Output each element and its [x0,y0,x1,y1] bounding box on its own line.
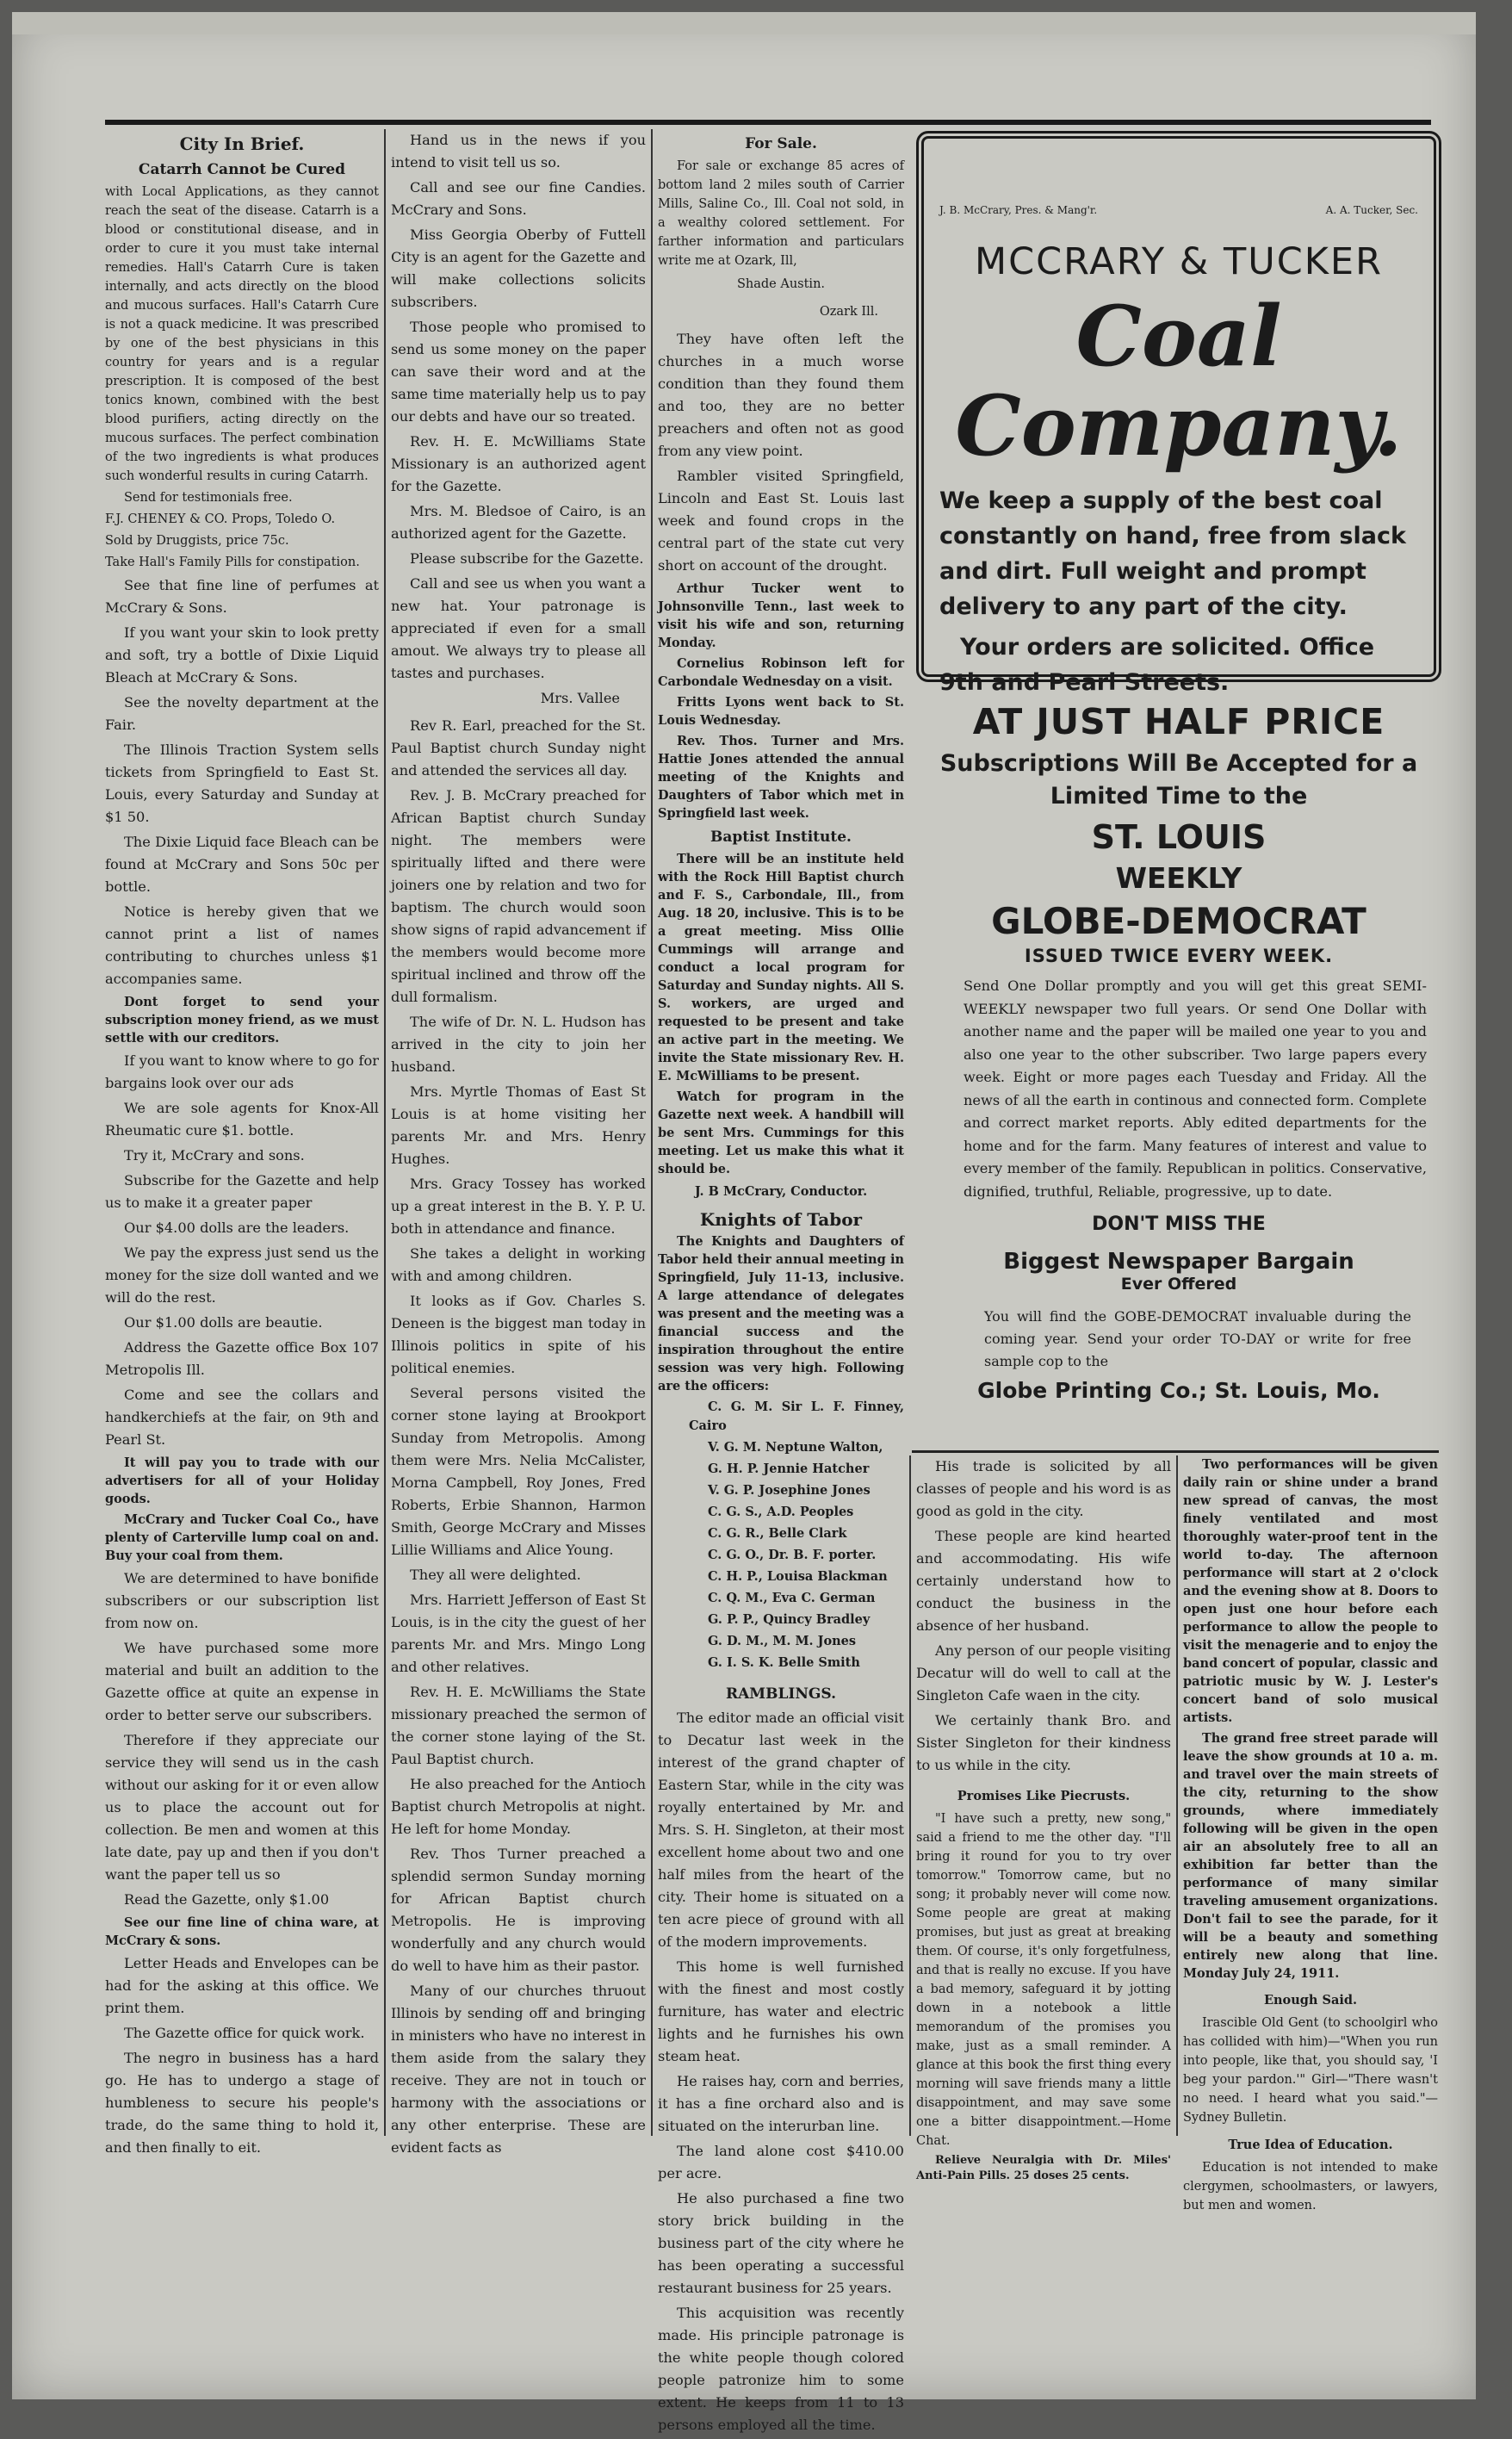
item-news: Hand us in the news if you intend to visit tell us so. [391,132,646,171]
coal-ad-office: Your orders are solicited. Office 9th and Pearl Streets. [939,634,1375,696]
item-thanks: We certainly thank Bro. and Sister Singleton for their kindness to us while in the city. [916,1712,1171,1773]
forsale-body: For sale or exchange 85 acres of bottom land 2 miles south of Carrier Mills, Saline Co., Ill. Coal not sold, in a wealthy colored settlement. For farther information and particulars write me at Ozark, Ill, [658,159,904,268]
ad-bargain: Biggest Newspaper Bargain [1003,1249,1354,1275]
enough-body: Irascible Old Gent (to schoolgirl who has collided with him)—"When you run into people, like that, you should say, 'I beg your pardon.'" Girl—"There wasn't no need. I heard what you said."—Sydney Bulletin. [1183,2016,1438,2125]
education-body: Education is not intended to make clergymen, schoolmasters, or lawyers, but men and women. [1183,2161,1438,2212]
item-try: Try it, McCrary and sons. [124,1147,305,1164]
ad-body: Send One Dollar promptly and you will get this great SEMI-WEEKLY newspaper two full years. Or send One Dollar with another name and the paper will be mailed one year to you and also one year to the other subscriber. Two large papers every week. Eight or more pages each Tuesday and Friday. All the news of all the earth in continous and connected form. Complete and correct market reports. Ably edited departments for the home and for the farm. Many features of interest and value to every member of the family. Republican in politics. Conservative, dignified, truthful, Reliable, progressive, up to date. [964,977,1427,1200]
catarrh-body: with Local Applications, as they cannot reach the seat of the disease. Catarrh is a blood or constitutional disease, and in order to cure it you must take internal remedies. Hall's Catarrh Cure is taken internally, and acts directly on the blood and mucous surfaces. Hall's Catarrh Cure is not a quack medicine. It was prescribed by one of the best physicians in this country for years and is a regular prescription. It is composed of the best tonics known, combined with the best blood purifiers, acting directly on the mucous surfaces. The perfect combination of the two ingredients is what produces such wonderful results in curing Catarrh. [105,185,379,483]
officer-item: C. G. O., Dr. B. F. porter. [708,1548,877,1562]
signature-vallee: Mrs. Vallee [540,690,620,706]
item-knox: We are sole agents for Knox-All Rheumatic cure $1. bottle. [105,1100,379,1139]
catarrh-pills: Take Hall's Family Pills for constipation. [105,555,360,569]
column-3 [658,129,904,2439]
forsale-place: Ozark Ill. [819,305,878,319]
coal-ad-text: We keep a supply of the best coal constantly on hand, free from slack and dirt. Full weight and prompt delivery to any part of the city. [939,487,1406,620]
item-turner: Rev. Thos Turner preached a splendid sermon Sunday morning for African Baptist church Metropolis. He is improving wonderfully and any church would do well to have him as their pastor. [391,1846,646,1974]
item-promised: Those people who promised to send us some money on the paper can save their word and at the same time materially help us to pay our debts and have our so treated. [391,319,646,425]
officer-list [658,1398,904,1673]
knights-headline: Knights of Tabor [699,1209,863,1230]
show-parade: The grand free street parade will leave the show grounds at 10 a. m. and travel over the main streets of the city, returning to the show grounds, where immediately following will be given in the open air an absolutely free to all an exhibition far better than the performance of many similar traveling amusement organizations. Don't fail to see the parade, for it will be a beauty and something entirely new along that line. Monday July 24, 1911. [1183,1731,1438,1981]
coal-president: J. B. McCrary, Pres. & Mang'r. [939,204,1098,216]
ramblings-p3: He raises hay, corn and berries, it has a fine orchard also and is situated on the interurban line. [658,2073,904,2134]
ad-weekly: WEEKLY [1115,861,1242,895]
item-collars: Come and see the collars and handkerchiefs at the fair, on 9th and Pearl St. [105,1387,379,1448]
baptist-signature: J. B McCrary, Conductor. [694,1184,868,1199]
ad-headline: AT JUST HALF PRICE [972,701,1385,742]
show-performances: Two performances will be given daily rain or shine under a brand new spread of canvas, the most finely ventilated and most thoroughly water-proof tent in the world to-day. The afternoon performance will start at 2 o'clock and the evening show at 8. Doors to open just one hour before each performance to allow the people to visit the menagerie and to enjoy the band concert of popular, classic and patriotic music by W. J. Lester's concert band of solo musical artists. [1183,1457,1438,1725]
item-please: Please subscribe for the Gazette. [410,550,644,567]
knights-body: The Knights and Daughters of Tabor held their annual meeting in Springfield, July 11-13, inclusive. A large attendance of delegates was present and the meeting was a financial success and the inspiration throughout the entire session was very high. Following are the officers: [658,1234,904,1393]
column-divider [909,1455,911,2136]
item-churches: Many of our churches thruout Illinois by sending off and bringing in ministers who have no interest in them aside from the salary they receive. They are not in touch or harmony with the associations or any other enterprise. These are evident facts as [391,1983,646,2156]
item-visiting: Any person of our people visiting Decatur will do well to call at the Singleton Cafe waen in the city. [916,1642,1171,1704]
item-therefore: Therefore if they appreciate our service they will send us in the cash without our asking for it or even allow us to place the account out for collection. Be men and women at this late date, pay up and then if you don't want the paper tell us so [105,1732,379,1883]
catarrh-headline: Catarrh Cannot be Cured [138,161,346,178]
item-lyons: Fritts Lyons went back to St. Louis Wednesday. [658,695,904,728]
item-advertisers: It will pay you to trade with our advertisers for all of your Holiday goods. [105,1455,379,1506]
page-top-edge [12,12,1476,34]
ad-subhead: Subscriptions Will Be Accepted for a Limited Time to the [939,750,1418,810]
catarrh-props: F.J. CHENEY & CO. Props, Toledo O. [105,512,336,526]
masthead-rule [105,120,1431,125]
item-delighted: They all were delighted. [410,1567,581,1583]
ad-city: ST. LOUIS [1091,818,1267,856]
officer-item: V. G. P. Josephine Jones [708,1483,871,1498]
item-subscribe: Subscribe for the Gazette and help us to make it a greater paper [105,1172,379,1211]
officer-item: G. P. P., Quincy Bradley [708,1612,871,1627]
item-robinson: Cornelius Robinson left for Carbondale Wednesday on a visit. [658,656,904,689]
item-dolls-1: Our $1.00 dolls are beautie. [124,1314,323,1331]
item-read: Read the Gazette, only $1.00 [124,1891,330,1908]
column-1 [105,129,379,2162]
item-address: Address the Gazette office Box 107 Metropolis Ill. [105,1339,379,1378]
section-header: City In Brief. [179,133,305,154]
item-express: We pay the express just send us the money for the size doll wanted and we will do the rest. [105,1244,379,1306]
item-novelty: See the novelty department at the Fair. [105,694,379,733]
officer-item: G. D. M., M. M. Jones [708,1634,857,1648]
item-candies: Call and see our fine Candies. McCrary and Sons. [391,179,646,218]
item-deneen: It looks as if Gov. Charles S. Deneen is the biggest man today in Illinois politics in spite of his political enemies. [391,1293,646,1376]
education-headline: True Idea of Education. [1228,2138,1393,2152]
item-skin: If you want your skin to look pretty and soft, try a bottle of Dixie Liquid Bleach at McCrary & Sons. [105,624,379,686]
promises-body: "I have such a pretty, new song," said a friend to me the other day. "I'll bring it round for you to try over tomorrow." Tomorrow came, but no song; it probably never will come now. Some people are great at making promises, but just as great at breaking them. Of course, it's only forgetfulness, and that is really no excuse. If you have a bad memory, safeguard it by jotting down in a notebook a little memorandum of the promises you make, just as a small reminder. A glance at this book the first thing every morning will save friends many a little disappointment, and may save some one a bitter disappointment.—Home Chat. [916,1812,1171,2148]
coal-officers [939,204,1418,216]
item-subscription: Dont forget to send your subscription money friend, as we must settle with our creditors. [105,995,379,1046]
item-bleach: The Dixie Liquid face Bleach can be found at McCrary and Sons 50c per bottle. [105,834,379,895]
item-bargains: If you want to know where to go for bargains look over our ads [105,1052,379,1091]
coal-firm-name: MCCRARY & TUCKER [975,240,1383,283]
coal-secretary: A. A. Tucker, Sec. [1325,204,1418,216]
item-dolls: Our $4.00 dolls are the leaders. [124,1220,350,1236]
officer-item: C. H. P., Louisa Blackman [708,1569,888,1584]
ramblings-p4: The land alone cost $410.00 per acre. [658,2143,904,2181]
ad-dont-miss: DON'T MISS THE [1092,1213,1266,1235]
item-rambler: Rambler visited Springfield, Lincoln and East St. Louis last week and found crops in the central part of the state cut very short on account of the drought. [658,468,904,574]
column-divider [1176,1455,1178,2136]
item-tossey: Mrs. Gracy Tossey has worked up a great interest in the B. Y. P. U. both in attendance and finance. [391,1176,646,1237]
forsale-headline: For Sale. [745,135,817,152]
item-determined: We are determined to have bonifide subscribers or our subscription list from now on. [105,1570,379,1631]
ad-printer: Globe Printing Co.; St. Louis, Mo. [977,1378,1380,1403]
ad-footer: You will find the GOBE-DEMOCRAT invaluable during the coming year. Send your order TO-DAY or write for free sample cop to the [984,1308,1411,1369]
item-missionary: Rev. H. E. McWilliams the State missionary preached the sermon of the corner stone laying of the St. Paul Baptist church. [391,1684,646,1767]
item-oberby: Miss Georgia Oberby of Futtell City is an agent for the Gazette and will make collections solicits subscribers. [391,227,646,310]
item-delight: She takes a delight in working with and among children. [391,1245,646,1284]
item-thomas: Mrs. Myrtle Thomas of East St Louis is at home visiting her parents Mr. and Mrs. Henry Hughes. [391,1083,646,1167]
item-mcwilliams: Rev. H. E. McWilliams State Missionary is an authorized agent for the Gazette. [391,433,646,494]
promises-footer: Relieve Neuralgia with Dr. Miles' Anti-Pain Pills. 25 doses 25 cents. [916,2154,1171,2182]
column-3b [916,1455,1171,2187]
ramblings-p5: He also purchased a fine two story brick building in the business part of the city where he has been operating a successful restaurant business for 25 years. [658,2190,904,2296]
forsale-signature: Shade Austin. [736,277,826,291]
ad-issued: ISSUED TWICE EVERY WEEK. [1024,946,1334,966]
officer-item: V. G. M. Neptune Walton, [708,1440,883,1455]
ad-paper-name: GLOBE-DEMOCRAT [991,900,1366,942]
ad-ever-offered: Ever Offered [1120,1275,1237,1294]
newspaper-page [12,12,1476,2433]
item-traction: The Illinois Traction System sells tickets from Springfield to East St. Louis, every Saturday and Sunday at $1 50. [105,742,379,825]
column-2 [391,129,646,2162]
item-tucker: Arthur Tucker went to Johnsonville Tenn., last week to visit his wife and son, returning Monday. [658,581,904,650]
officer-item: G. I. S. K. Belle Smith [708,1655,860,1670]
column-divider [384,129,386,2136]
coal-company-title: Coal Company. [955,288,1403,475]
item-jbmccrary: Rev. J. B. McCrary preached for African Baptist church Sunday night. The members were spiritually lifted and there were joiners one by relation and two for baptism. The church would soon show signs of rapid advancement if the members would become more spiritual inclined and throw off the dull formalism. [391,787,646,1005]
baptist-headline: Baptist Institute. [710,829,852,846]
coal-company-ad [916,131,1441,696]
ramblings-headline: RAMBLINGS. [725,1685,837,1703]
ramblings-p2: This home is well furnished with the finest and most costly furniture, has water and electric lights and he furnishes his own steam heat. [658,1958,904,2064]
item-quickwork: The Gazette office for quick work. [124,2025,365,2041]
item-left-churches: They have often left the churches in a much worse condition than they found them and too, they are no better preachers and often not as good from any view point. [658,331,904,459]
item-addition: We have purchased some more material and built an addition to the Gazette office at quite an expense in order to better serve our subscribers. [105,1640,379,1723]
catarrh-testimonials: Send for testimonials free. [124,491,293,505]
officer-item: C. G. S., A.D. Peoples [708,1505,854,1519]
item-antioch: He also preached for the Antioch Baptist church Metropolis at night. He left for home Monday. [391,1776,646,1837]
enough-headline: Enough Said. [1263,1993,1358,2008]
item-letterheads: Letter Heads and Envelopes can be had for the asking at this office. We print them. [105,1955,379,2016]
baptist-body: There will be an institute held with the Rock Hill Baptist church and F. S., Carbondale, Ill., from Aug. 18 20, inclusive. This is to be a great meeting. Miss Ollie Cummings will arrange and conduct a local program for Saturday and Sunday nights. All S. S. workers, are urged and requested to be present and take an active part in the meeting. We invite the State missionary Rev. H. E. McWilliams to be present. [658,852,904,1083]
item-coal: McCrary and Tucker Coal Co., have plenty of Carterville lump coal on and. Buy your coal from them. [105,1512,379,1563]
globe-democrat-ad [912,701,1446,1459]
item-notice: Notice is hereby given that we cannot print a list of names contributing to churches unless $1 accompanies same. [105,903,379,987]
column-divider [651,129,653,2136]
baptist-body-2: Watch for program in the Gazette next week. A handbill will be sent Mrs. Cummings for this meeting. Let us make this what it should be. [658,1089,904,1176]
officer-item: C. G. M. Sir L. F. Finney, Cairo [689,1399,904,1433]
officer-item: G. H. P. Jennie Hatcher [708,1462,870,1476]
item-negro: The negro in business has a hard go. He has to undergo a stage of humbleness to secure his people's trade, do the same thing to hold it, and then finally to eit. [105,2050,379,2156]
column-4b [1183,1455,1438,2218]
item-bledsoe: Mrs. M. Bledsoe of Cairo, is an authorized agent for the Gazette. [391,503,646,542]
ramblings-p6: This acquisition was recently made. His principle patronage is the white people though colored people patronize him to some extent. He keeps from 11 to 13 persons employed all the time. [658,2305,904,2433]
item-hudson: The wife of Dr. N. L. Hudson has arrived in the city to join her husband. [391,1014,646,1075]
item-earl: Rev R. Earl, preached for the St. Paul Baptist church Sunday night and attended the services all day. [391,717,646,779]
item-tabor-meeting: Rev. Thos. Turner and Mrs. Hattie Jones attended the annual meeting of the Knights and Daughters of Tabor which met in Springfield last week. [658,734,904,821]
item-china: See our fine line of china ware, at McCrary & sons. [105,1915,379,1948]
catarrh-price: Sold by Druggists, price 75c. [105,534,289,548]
item-jefferson: Mrs. Harriett Jefferson of East St Louis, is in the city the guest of her parents Mr. and Mrs. Mingo Long and other relatives. [391,1592,646,1675]
officer-item: C. Q. M., Eva C. German [708,1591,876,1605]
item-perfumes: See that fine line of perfumes at McCrary & Sons. [105,577,379,616]
item-hat: Call and see us when you want a new hat. Your patronage is appreciated if even for a small amout. We always try to please all tastes and purchases. [391,575,646,681]
ad-bottom-rule [912,1450,1439,1453]
item-kind: These people are kind hearted and accommodating. His wife certainly understand how to conduct the business in the absence of her husband. [916,1528,1171,1634]
item-brookport: Several persons visited the corner stone laying at Brookport Sunday from Metropolis. Among them were Mrs. Nelia McCalister, Morna Campbell, Roy Jones, Fred Roberts, Erbie Shannon, Harmon Smith, George McCrary and Misses Lillie Williams and Alice Young. [391,1385,646,1558]
item-trade: His trade is solicited by all classes of people and his word is as good as gold in the city. [916,1458,1171,1519]
officer-item: C. G. R., Belle Clark [708,1526,847,1541]
promises-headline: Promises Like Piecrusts. [957,1789,1131,1803]
ramblings-p1: The editor made an official visit to Decatur last week in the interest of the grand chapter of Eastern Star, while in the city was royally entertained by Mr. and Mrs. S. H. Singleton, at their most excellent home about two and one half miles from the heart of the city. Their home is situated on a ten acre piece of ground with all of the modern improvements. [658,1710,904,1950]
